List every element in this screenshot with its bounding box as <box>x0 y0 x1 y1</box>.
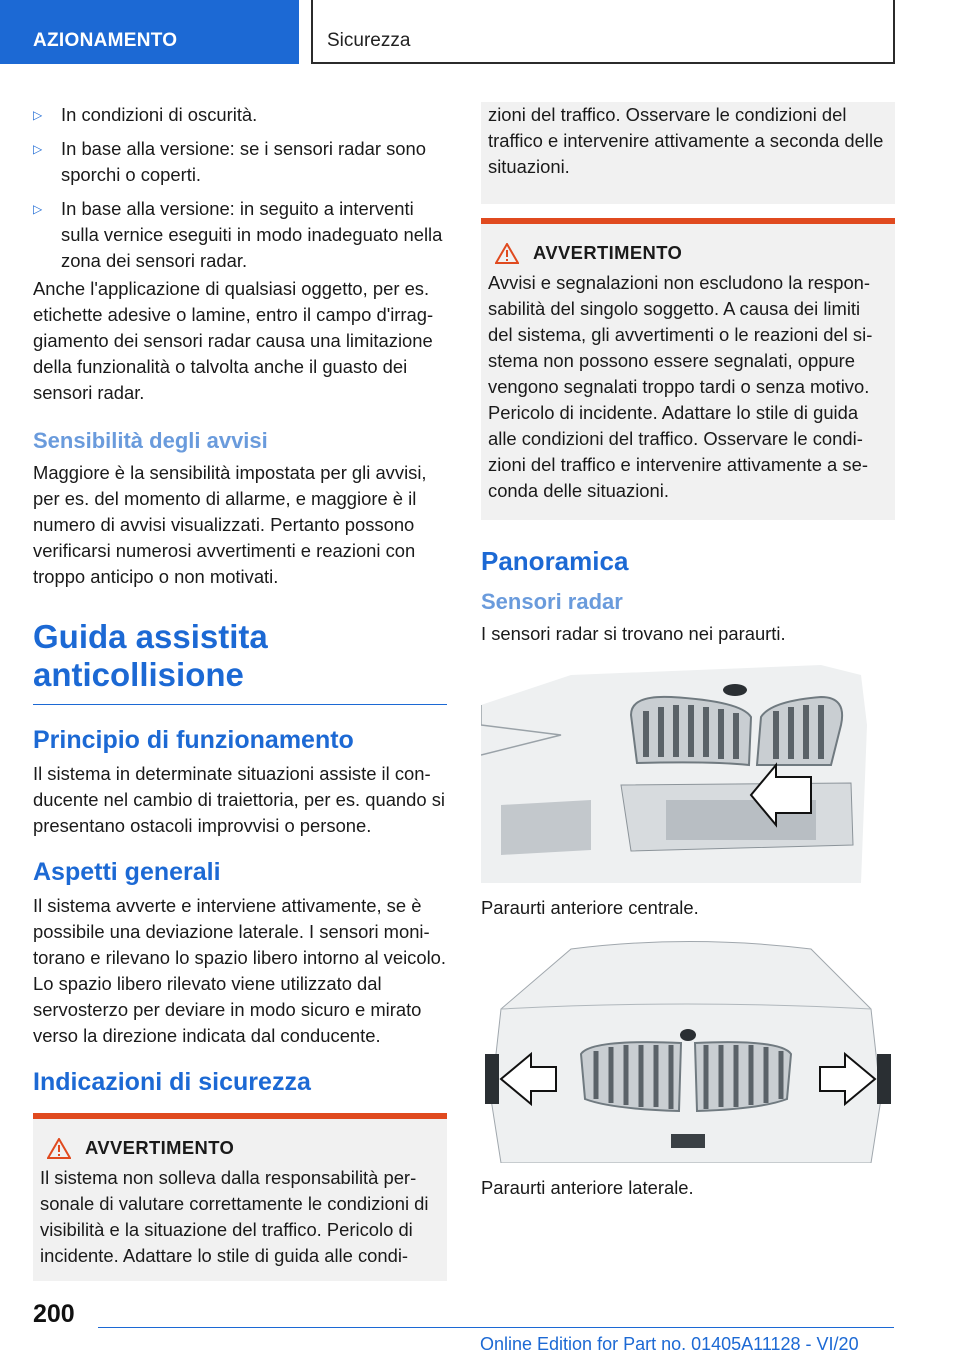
paragraph: Maggiore è la sensibilità impostata per gli avvisi, per es. del momento di allarme, e maggiore è il numero di avvisi visualizzati. Pertanto possono verificarsi numerosi avvertimenti e reazioni con troppo anticipo o non motivati. <box>33 462 427 587</box>
heading-panoramica: Panoramica <box>481 546 629 576</box>
warning-triangle-icon <box>495 243 519 264</box>
bullet-item <box>33 196 447 274</box>
chapter-heading-line2: anticollisione <box>33 656 244 693</box>
chapter-heading-line1: Guida assistita <box>33 618 268 655</box>
section-tab: AZIONAMENTO <box>0 0 299 64</box>
warning-text: Il sistema non solleva dalla responsabilità personale di valutare correttamente le condizioni di visibilità e la situazione del traffico. Pericolo di incidente. Adattare lo stile di guida alle condi- <box>40 1167 429 1266</box>
heading-indicazioni: Indicazioni di sicurezza <box>33 1068 311 1096</box>
heading-aspetti: Aspetti generali <box>33 858 221 886</box>
figure-caption: Paraurti anteriore laterale. <box>481 1177 694 1198</box>
triangle-bullet-icon: ▷ <box>33 142 43 156</box>
warning-text: Avvisi e segnalazioni non escludono la responsabilità del singolo soggetto. A causa dei limiti del sistema, gli avvertimenti o le reazioni del sistema non possono essere segnalati, oppure vengono segnalati troppo tardi o senza motivo. Pericolo di incidente. Adattare lo stile di guida alle condizioni del traffico. Osservare le condizioni del traffico e intervenire attivamente a seconda delle situazioni. <box>488 272 873 501</box>
right-column <box>481 102 895 1219</box>
page-number: 200 <box>33 1300 75 1328</box>
paragraph: Il sistema avverte e interviene attivamente, se è possibile una deviazione laterale. I sensori monitorano e rilevano lo spazio libero intorno al veicolo. Lo spazio libero rilevato viene utilizzato dal servosterzo per deviare in modo sicuro e mirato verso la direzione indicata dal conducente. <box>33 895 447 1046</box>
heading-divider <box>33 704 447 705</box>
bumper-center-illustration <box>481 665 895 883</box>
chapter-heading <box>33 618 447 694</box>
bullet-item <box>33 102 447 128</box>
heading-sensibilita: Sensibilità degli avvisi <box>33 428 268 453</box>
heading-principio: Principio di funzionamento <box>33 726 354 754</box>
bullet-text: In base alla versione: se i sensori radar sono sporchi o coperti. <box>61 138 426 185</box>
bullet-item <box>33 136 447 188</box>
warning-text: zioni del traffico. Osservare le condizioni del traffico e intervenire attivamente a seconda delle situazioni. <box>488 104 884 177</box>
paragraph: Anche l'applicazione di qualsiasi oggetto, per es. etichette adesive o lamine, entro il campo d'irraggiamento dei sensori radar causa una limitazione della funzionalità o talvolta anche il guasto dei sensori radar. <box>33 278 434 403</box>
footer-edition: Online Edition for Part no. 01405A11128 - VI/20 <box>480 1334 859 1354</box>
bullet-text: In base alla versione: in seguito a interventi sulla vernice eseguiti in modo inadeguato nella zona dei sensori radar. <box>61 198 443 271</box>
paragraph: Il sistema in determinate situazioni assiste il conducente nel cambio di traiettoria, per es. quando si presentano ostacoli improvvisi o persone. <box>33 763 445 836</box>
footer-divider <box>98 1327 894 1328</box>
warning-triangle-icon <box>47 1138 71 1159</box>
bullet-text: In condizioni di oscurità. <box>61 104 258 125</box>
triangle-bullet-icon: ▷ <box>33 202 43 216</box>
warning-title <box>481 224 895 270</box>
left-column <box>33 102 447 1281</box>
warning-box <box>33 1113 447 1281</box>
warning-title <box>33 1119 447 1165</box>
warning-box-continued <box>481 102 895 204</box>
bumper-side-illustration <box>481 939 895 1163</box>
heading-sensori-radar: Sensori radar <box>481 589 623 614</box>
figure-caption: Paraurti anteriore centrale. <box>481 897 699 918</box>
warning-box <box>481 218 895 520</box>
triangle-bullet-icon: ▷ <box>33 108 43 122</box>
paragraph: I sensori radar si trovano nei paraurti. <box>481 623 786 644</box>
chapter-title: Sicurezza <box>311 0 895 64</box>
warning-title-text: AVVERTIMENTO <box>533 242 683 263</box>
warning-title-text: AVVERTIMENTO <box>85 1137 235 1158</box>
